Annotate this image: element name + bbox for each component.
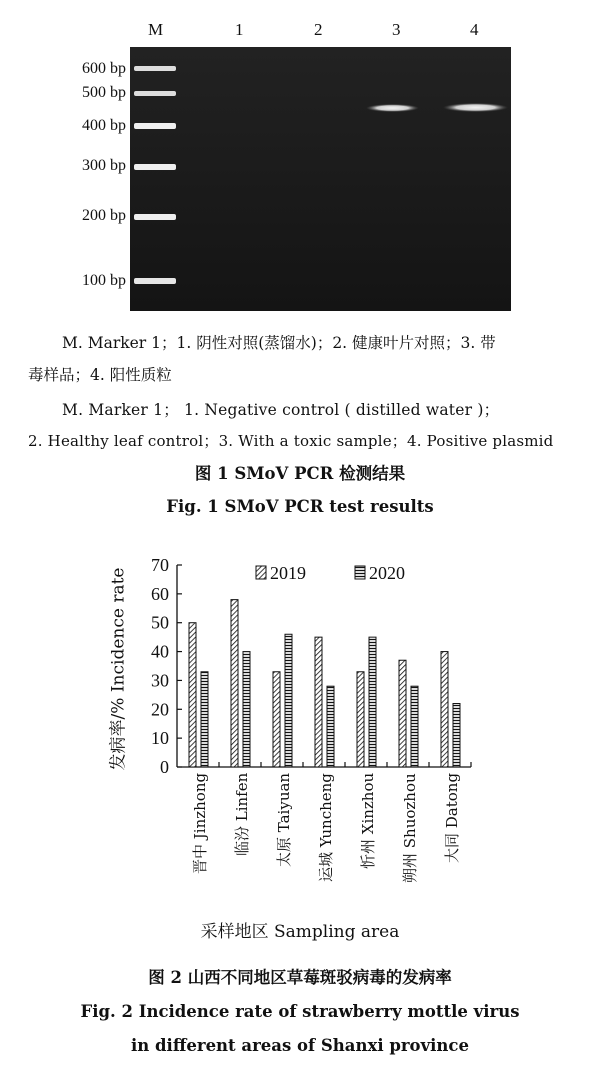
caption-cn-line-1: M. Marker 1；1. 阴性对照(蒸馏水)；2. 健康叶片对照；3. 带 xyxy=(62,334,496,352)
band-lane-3 xyxy=(366,104,419,112)
legend-swatch-2019 xyxy=(256,566,266,579)
bar-2020-0 xyxy=(201,672,208,767)
ladder-band-100 xyxy=(134,278,176,284)
fig2-title-en-line-1: Fig. 2 Incidence rate of strawberry mottle virus xyxy=(80,1002,520,1021)
y-tick-label: 50 xyxy=(151,612,169,633)
legend-swatch-2020 xyxy=(355,566,365,579)
bar-2019-6 xyxy=(441,652,448,767)
y-tick-label: 70 xyxy=(151,555,169,575)
x-tick-label: 忻州 Xinzhou xyxy=(359,772,377,869)
marker-label: 100 bp xyxy=(82,272,126,289)
legend-label-2020: 2020 xyxy=(369,563,405,583)
fig2-title-en-line-2: in different areas of Shanxi province xyxy=(131,1036,469,1055)
band-lane-4 xyxy=(443,103,508,112)
marker-label: 400 bp xyxy=(82,117,126,134)
x-tick-label: 朔州 Shuozhou xyxy=(401,773,419,883)
x-tick-label: 大同 Datong xyxy=(443,772,461,863)
bar-2020-2 xyxy=(285,634,292,767)
y-axis-label: 发病率/% Incidence rate xyxy=(108,567,129,771)
marker-label: 300 bp xyxy=(82,157,126,174)
marker-label: 200 bp xyxy=(82,207,126,224)
marker-label: 600 bp xyxy=(82,60,126,77)
legend-label-2019: 2019 xyxy=(270,563,306,583)
bar-2019-5 xyxy=(399,660,406,767)
y-tick-label: 20 xyxy=(151,699,169,720)
bar-2020-5 xyxy=(411,686,418,767)
fig1-title-cn: 图 1 SMoV PCR 检测结果 xyxy=(194,464,406,483)
y-tick-label: 30 xyxy=(151,670,169,691)
lane-label-3: 3 xyxy=(392,20,401,39)
lane-label-m: M xyxy=(148,20,164,39)
marker-label: 500 bp xyxy=(82,84,126,101)
x-axis-label: 采样地区 Sampling area xyxy=(200,922,400,942)
incidence-bar-chart xyxy=(0,545,600,795)
x-tick-label: 晋中 Jinzhong xyxy=(191,772,209,874)
ladder-band-500 xyxy=(134,91,176,96)
bar-2019-0 xyxy=(189,623,196,767)
x-tick-label: 运城 Yuncheng xyxy=(317,773,335,882)
ladder-band-400 xyxy=(134,123,176,129)
bar-2019-2 xyxy=(273,672,280,767)
y-tick-label: 10 xyxy=(151,728,169,749)
x-tick-label: 太原 Taiyuan xyxy=(275,772,293,867)
ladder-band-300 xyxy=(134,164,176,170)
lane-label-2: 2 xyxy=(314,20,323,39)
y-tick-label: 0 xyxy=(160,757,169,777)
y-tick-label: 40 xyxy=(151,641,169,662)
gel-image xyxy=(130,47,511,311)
bar-2019-4 xyxy=(357,672,364,767)
lane-label-1: 1 xyxy=(235,20,244,39)
caption-en-line-2: 2. Healthy leaf control；3. With a toxic sample；4. Positive plasmid xyxy=(28,432,554,450)
bar-2020-6 xyxy=(453,704,460,767)
caption-en-line-1: M. Marker 1； 1. Negative control ( distilled water )； xyxy=(62,401,500,419)
bar-2020-1 xyxy=(243,652,250,767)
bar-2019-3 xyxy=(315,637,322,767)
bar-2020-3 xyxy=(327,686,334,767)
bar-2019-1 xyxy=(231,600,238,767)
bar-2020-4 xyxy=(369,637,376,767)
fig1-title-en: Fig. 1 SMoV PCR test results xyxy=(166,497,434,516)
ladder-band-600 xyxy=(134,66,176,71)
ladder-band-200 xyxy=(134,214,176,220)
x-tick-label: 临汾 Linfen xyxy=(233,772,251,856)
lane-label-4: 4 xyxy=(470,20,479,39)
fig2-title-cn: 图 2 山西不同地区草莓斑驳病毒的发病率 xyxy=(148,968,452,987)
y-tick-label: 60 xyxy=(151,583,169,604)
caption-cn-line-2: 毒样品；4. 阳性质粒 xyxy=(28,366,172,384)
